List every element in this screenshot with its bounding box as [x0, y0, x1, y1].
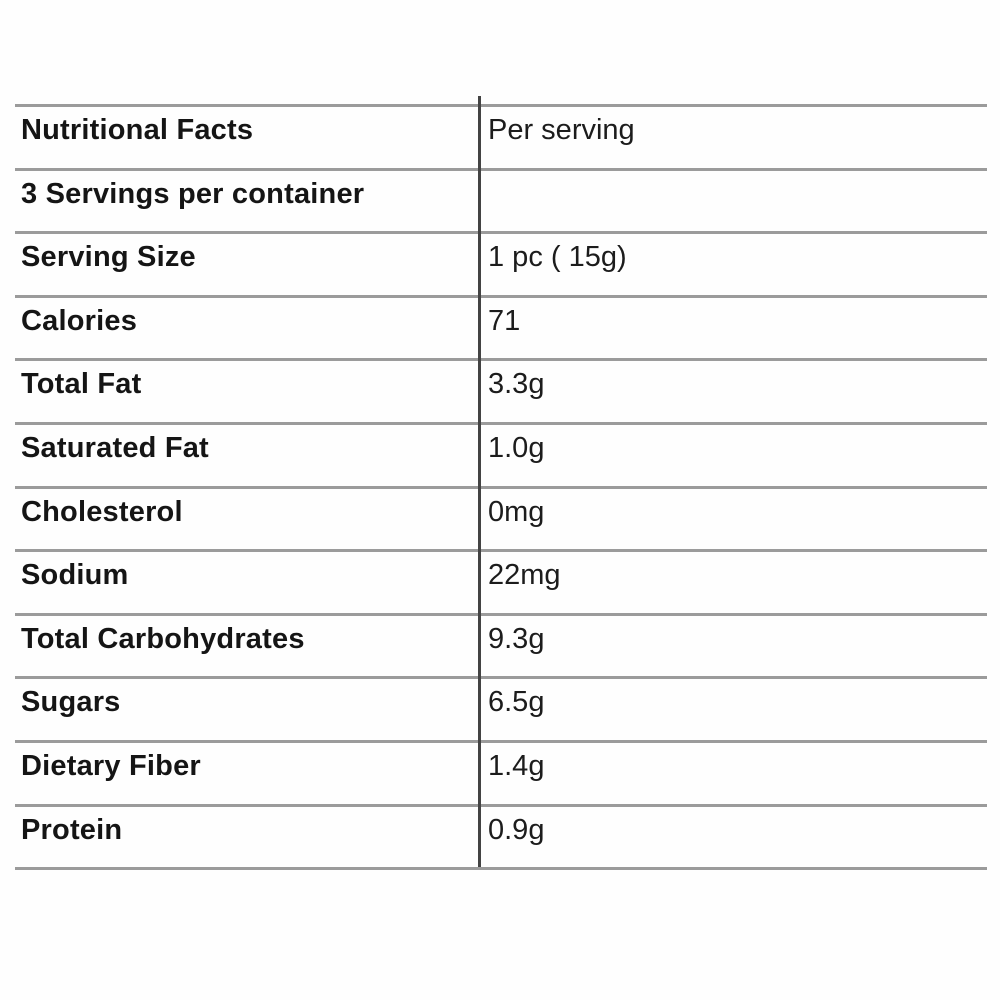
table-title: Nutritional Facts [21, 114, 254, 146]
servings-per-container-label: 3 Servings per container [21, 177, 365, 210]
saturated-fat-value: 1.0g [488, 431, 545, 464]
calories-label: Calories [21, 304, 138, 337]
table-row-servings-per-container [15, 168, 987, 232]
nutrition-facts-table [15, 104, 987, 870]
serving-size-value: 1 pc ( 15g) [488, 241, 627, 274]
cholesterol-value: 0mg [488, 495, 545, 528]
column-divider-line [478, 96, 481, 867]
saturated-fat-label: Saturated Fat [21, 431, 209, 464]
total-fat-label: Total Fat [21, 368, 142, 401]
serving-size-label: Serving Size [21, 241, 196, 274]
table-row-cholesterol [15, 486, 987, 550]
total-carbohydrates-value: 9.3g [488, 622, 545, 655]
total-carbohydrates-label: Total Carbohydrates [21, 622, 305, 655]
table-row-sodium [15, 549, 987, 613]
table-row-total-fat [15, 358, 987, 422]
sugars-label: Sugars [21, 686, 121, 719]
dietary-fiber-value: 1.4g [488, 749, 545, 782]
table-row-total-carbohydrates [15, 613, 987, 677]
sodium-label: Sodium [21, 559, 129, 592]
dietary-fiber-label: Dietary Fiber [21, 749, 201, 782]
table-row-sugars [15, 676, 987, 740]
table-row-calories [15, 295, 987, 359]
protein-value: 0.9g [488, 813, 545, 846]
table-row-dietary-fiber [15, 740, 987, 804]
sugars-value: 6.5g [488, 686, 545, 719]
table-row-protein [15, 804, 987, 868]
calories-value: 71 [488, 304, 521, 337]
sodium-value: 22mg [488, 559, 561, 592]
per-serving-header: Per serving [488, 114, 635, 146]
protein-label: Protein [21, 813, 123, 846]
cholesterol-label: Cholesterol [21, 495, 183, 528]
table-row-saturated-fat [15, 422, 987, 486]
total-fat-value: 3.3g [488, 368, 545, 401]
servings-per-container-value [478, 171, 987, 232]
table-row-serving-size [15, 231, 987, 295]
table-row-header [15, 104, 987, 168]
